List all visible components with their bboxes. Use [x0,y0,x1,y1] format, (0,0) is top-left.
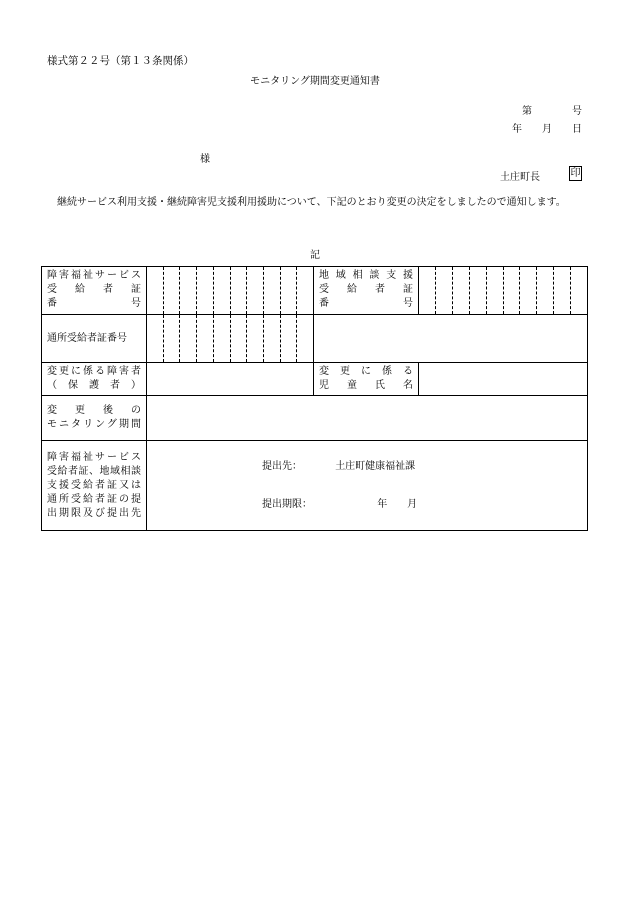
submit-to-line [262,457,587,471]
digit-boxes [419,267,587,314]
monitoring-period-field[interactable] [147,396,588,441]
digit-box [180,315,197,362]
day-service-number-digits[interactable] [147,315,314,363]
label-line: 受給者証、地域相談 [47,465,141,477]
label-line: 出期限及び提出先 [47,507,141,519]
label-line: モニタリング期間 [47,419,141,430]
digit-box [180,267,197,314]
notice-form-table [41,266,588,531]
digit-box [571,267,587,314]
digit-box [487,267,504,314]
digit-box [470,267,487,314]
submit-to-label: 提出先： [262,461,302,472]
label-line: 支援受給者証又は [47,479,141,491]
label-line: 変 更 後 の [47,405,141,416]
sender-name: 土庄町長 [500,172,540,183]
digit-box [281,267,298,314]
monitoring-period-label [42,396,147,441]
table-row [42,363,588,396]
label-line: 変 更 に 係 る [319,366,413,377]
digit-box [247,267,264,314]
digit-box [147,267,164,314]
digit-boxes [147,315,313,362]
digit-box [281,315,298,362]
disabled-person-guardian-label [42,363,147,396]
digit-box [197,315,214,362]
submit-to-value: 土庄町健康福祉課 [335,461,416,472]
form-number: 様式第２２号（第１３条関係） [47,55,194,67]
submission-details [147,441,588,531]
deadline-line [262,495,587,509]
label-line: 通所受給者証番号 [47,332,127,344]
submission-label [42,441,147,531]
digit-box [147,315,164,362]
day-service-number-label [42,315,147,363]
seal-box: 印 [570,168,581,179]
welfare-service-number-label [42,267,147,315]
child-name-field[interactable] [419,363,588,396]
label-line: 受 給 者 証 [47,284,141,295]
digit-box [247,315,264,362]
date-line: 年 月 日 [512,124,582,135]
deadline-label: 提出期限： [262,499,312,510]
digit-box [197,267,214,314]
community-support-number-digits[interactable] [419,267,588,315]
digit-box [297,267,313,314]
welfare-service-number-digits[interactable] [147,267,314,315]
table-row [42,396,588,441]
ki-heading: 記 [310,250,320,261]
digit-box [231,315,248,362]
digit-box [436,267,453,314]
document-title: モニタリング期間変更通知書 [250,76,380,87]
child-name-label [314,363,419,396]
label-line: 通所受給者証の提 [47,493,141,505]
label-line: 地域相談支援 [319,270,413,281]
digit-box [453,267,470,314]
digit-box [264,267,281,314]
digit-box [164,315,181,362]
table-row [42,315,588,363]
table-row [42,267,588,315]
label-line: 児 童 氏 名 [319,380,413,391]
disabled-person-guardian-field[interactable] [147,363,314,396]
addressee-suffix: 様 [200,154,210,165]
label-line: 番 号 [319,298,413,309]
deadline-value: 年 月 [377,499,418,510]
digit-box [554,267,571,314]
label-line: 受 給 者 証 [319,284,413,295]
digit-box [264,315,281,362]
digit-box [419,267,436,314]
digit-box [214,267,231,314]
digit-box [164,267,181,314]
digit-box [297,315,313,362]
empty-cell [314,315,588,363]
label-line: 障害福祉サービス [47,270,141,281]
label-line: 変更に係る障害者 [47,366,141,377]
label-line: 番 号 [47,298,141,309]
digit-box [537,267,554,314]
digit-box [231,267,248,314]
digit-box [520,267,537,314]
digit-box [214,315,231,362]
notice-body-text: 継続サービス利用支援・継続障害児支援利用援助について、下記のとおり変更の決定をしましたので通知します。 [57,197,566,208]
table-row [42,441,588,531]
digit-boxes [147,267,313,314]
document-number-line: 第 号 [522,106,582,117]
community-support-number-label [314,267,419,315]
label-line: 障害福祉サービス [47,451,141,463]
digit-box [504,267,521,314]
label-line: （ 保 護 者 ） [47,380,141,391]
